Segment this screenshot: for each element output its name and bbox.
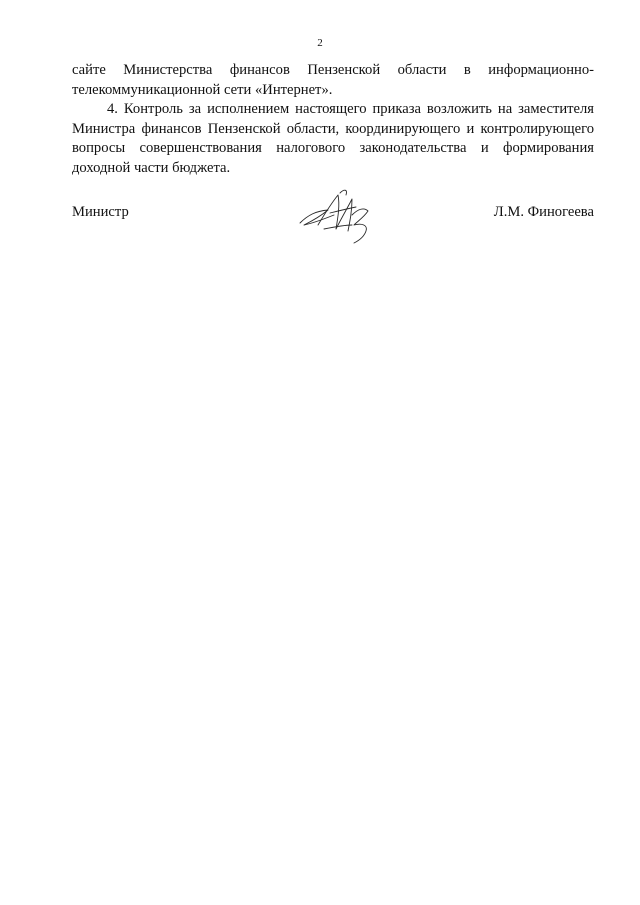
signatory-name: Л.М. Финогеева (493, 204, 594, 220)
page-number: 2 (317, 37, 323, 49)
paragraph-item-4: 4. Контроль за исполнением настоящего приказа возложить на заместителя Министра финансов Пензенской области, координирующего и контролирующего вопросы совершенствования налогового законодательства и формирования доходной части бюджета. (72, 101, 594, 176)
document-body (72, 61, 594, 178)
signature-block (72, 203, 594, 243)
handwritten-signature-icon (294, 185, 384, 247)
paragraph-continuation: сайте Министерства финансов Пензенской области в информационно-телекоммуникационной сети «Интернет». (72, 62, 594, 98)
signatory-title: Министр (72, 204, 129, 220)
